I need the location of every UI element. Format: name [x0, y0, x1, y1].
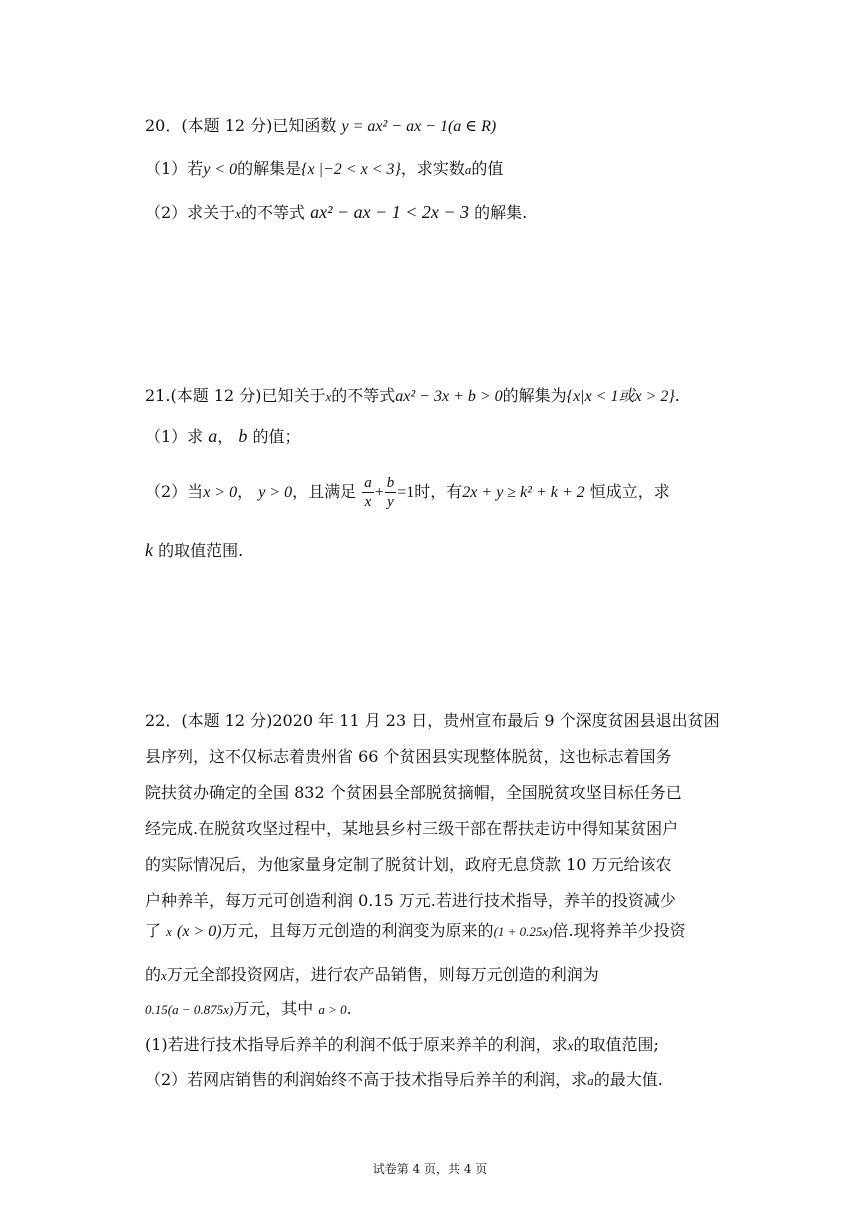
- q20-part2-var: x: [235, 206, 241, 221]
- q21-inequality: ax² − 3x + b > 0: [395, 388, 503, 405]
- q21-period: .: [674, 386, 680, 405]
- q22-factor: (1 + 0.25x): [493, 924, 553, 939]
- q22-part2: [145, 1067, 663, 1090]
- q22-part1-text: (1)若进行技术指导后养羊的利润不低于原来养羊的利润，求: [145, 1035, 568, 1054]
- q21-plus: +: [374, 484, 384, 501]
- q20-inequality: ax² − ax − 1 < 2x − 3: [310, 202, 470, 222]
- q22-text4: 的: [145, 965, 162, 984]
- q22-period: .: [346, 999, 352, 1018]
- q20-part1-text3: 的值: [471, 159, 504, 178]
- q21-var: x: [325, 389, 332, 404]
- q22-line: 的实际情况后，为他家量身定制了脱贫计划，政府无息贷款 10 万元给该农: [145, 855, 672, 874]
- q20-part1-label: （1）若: [145, 159, 204, 178]
- q20-stem: [145, 113, 496, 136]
- q21-part2-text: ，且满足: [292, 482, 357, 501]
- q21-part1-sep: ，: [217, 427, 234, 446]
- q21-text: 的不等式: [331, 386, 396, 405]
- q22-var-x: x: [166, 924, 172, 939]
- q20-part1-text: 的解集是: [237, 159, 302, 178]
- q22-cond-x: (x > 0): [176, 923, 222, 940]
- q20-part2-text2: 的解集.: [474, 203, 528, 222]
- q22-line9: [145, 996, 352, 1019]
- q22-line: 22．(本题 12 分)2020 年 11 月 23 日，贵州宣布最后 9 个深度贫困县退出贫困: [145, 711, 720, 730]
- q20-part1: [145, 156, 503, 179]
- q22-part2-text: （2）若网店销售的利润始终不高于技术指导后养羊的利润，求: [145, 1070, 588, 1089]
- q22-line8: [145, 962, 599, 985]
- q21-text2: 的解集为: [502, 386, 567, 405]
- q21-equals-one: =1: [397, 484, 415, 501]
- q20-function: y = ax² − ax − 1(a ∈ R): [341, 118, 497, 135]
- q22-cond-a: a > 0: [318, 1002, 347, 1017]
- fraction-numerator: b: [386, 475, 395, 491]
- q21-solution-set: {x|x < 1或x > 2}: [566, 388, 675, 405]
- fraction-denominator: y: [387, 494, 394, 510]
- q20-head: 20．(本题 12 分)已知函数: [145, 116, 337, 135]
- q22-line: 经完成.在脱贫攻坚过程中，某地县乡村三级干部在帮扶走访中得知某贫困户: [145, 819, 679, 838]
- q20-part1-condition: y < 0: [203, 161, 238, 178]
- q21-var-a: a: [208, 426, 218, 446]
- q21-part2-label: （2）当: [145, 482, 204, 501]
- fraction-denominator: x: [364, 494, 372, 510]
- q21-fraction-a-over-x: [362, 474, 374, 511]
- q22-part1: [145, 1032, 659, 1055]
- q21-part2-text3: 恒成立，求: [589, 482, 670, 501]
- q22-line: 县序列，这不仅标志着贵州省 66 个贫困县实现整体脱贫，这也标志着国务: [145, 747, 672, 766]
- q21-inequality2: 2x + y ≥ k² + k + 2: [462, 484, 585, 501]
- q20-part2-label: （2）求关于: [145, 203, 236, 222]
- q21-part2-sep: ，: [237, 482, 254, 501]
- q21-fraction-b-over-y: [385, 474, 397, 511]
- q22-part2-text2: 的最大值.: [593, 1070, 663, 1089]
- page-footer: 试卷第 4 页，共 4 页: [372, 1162, 488, 1176]
- q21-part2-cont: [145, 538, 243, 561]
- q20-part2-text: 的不等式: [240, 203, 305, 222]
- q21-head: 21.(本题 12 分)已知关于: [145, 386, 326, 405]
- fraction-numerator: a: [364, 475, 372, 491]
- q21-part1: [145, 424, 301, 447]
- q22-text2: 万元，且每万元创造的利润变为原来的: [221, 921, 494, 940]
- q22-line: 户种养羊，每万元可创造利润 0.15 万元.若进行技术指导，养羊的投资减少: [145, 891, 676, 910]
- q20-part1-var: a: [464, 162, 472, 177]
- q22-profit-expr: 0.15(a − 0.875x): [145, 1002, 234, 1017]
- q22-part1-var: x: [567, 1038, 574, 1053]
- q22-part1-text2: 的取值范围;: [573, 1035, 659, 1054]
- q20-solution-set: {x |−2 < x < 3}: [301, 161, 401, 178]
- q21-stem: [145, 383, 680, 406]
- q20-part1-text2: ，求实数: [400, 159, 465, 178]
- q22-paragraph: [145, 703, 720, 919]
- q21-part2-text4: 的取值范围.: [158, 541, 244, 560]
- q20-part2: [145, 200, 527, 223]
- q22-var-x2: x: [161, 968, 167, 983]
- q22-text3: 倍.现将养羊少投资: [552, 921, 686, 940]
- q22-text6: 万元，其中: [233, 999, 314, 1018]
- q21-var-k: k: [145, 540, 153, 560]
- q22-text: 了: [145, 921, 162, 940]
- q22-line: 院扶贫办确定的全国 832 个贫困县全部脱贫摘帽，全国脱贫攻坚目标任务已: [145, 783, 682, 802]
- q21-var-b: b: [238, 426, 248, 446]
- q21-cond-x: x > 0: [203, 484, 238, 501]
- q21-part2: [145, 474, 670, 511]
- q21-part2-text2: 时，有: [414, 482, 463, 501]
- q22-text5: 万元全部投资网店，进行农产品销售，则每万元创造的利润为: [166, 965, 599, 984]
- q22-line7: [145, 918, 686, 941]
- q21-part1-text: 的值；: [252, 427, 301, 446]
- q21-part1-label: （1）求: [145, 427, 204, 446]
- q21-cond-y: y > 0: [258, 484, 293, 501]
- q22-part2-var: a: [587, 1073, 594, 1088]
